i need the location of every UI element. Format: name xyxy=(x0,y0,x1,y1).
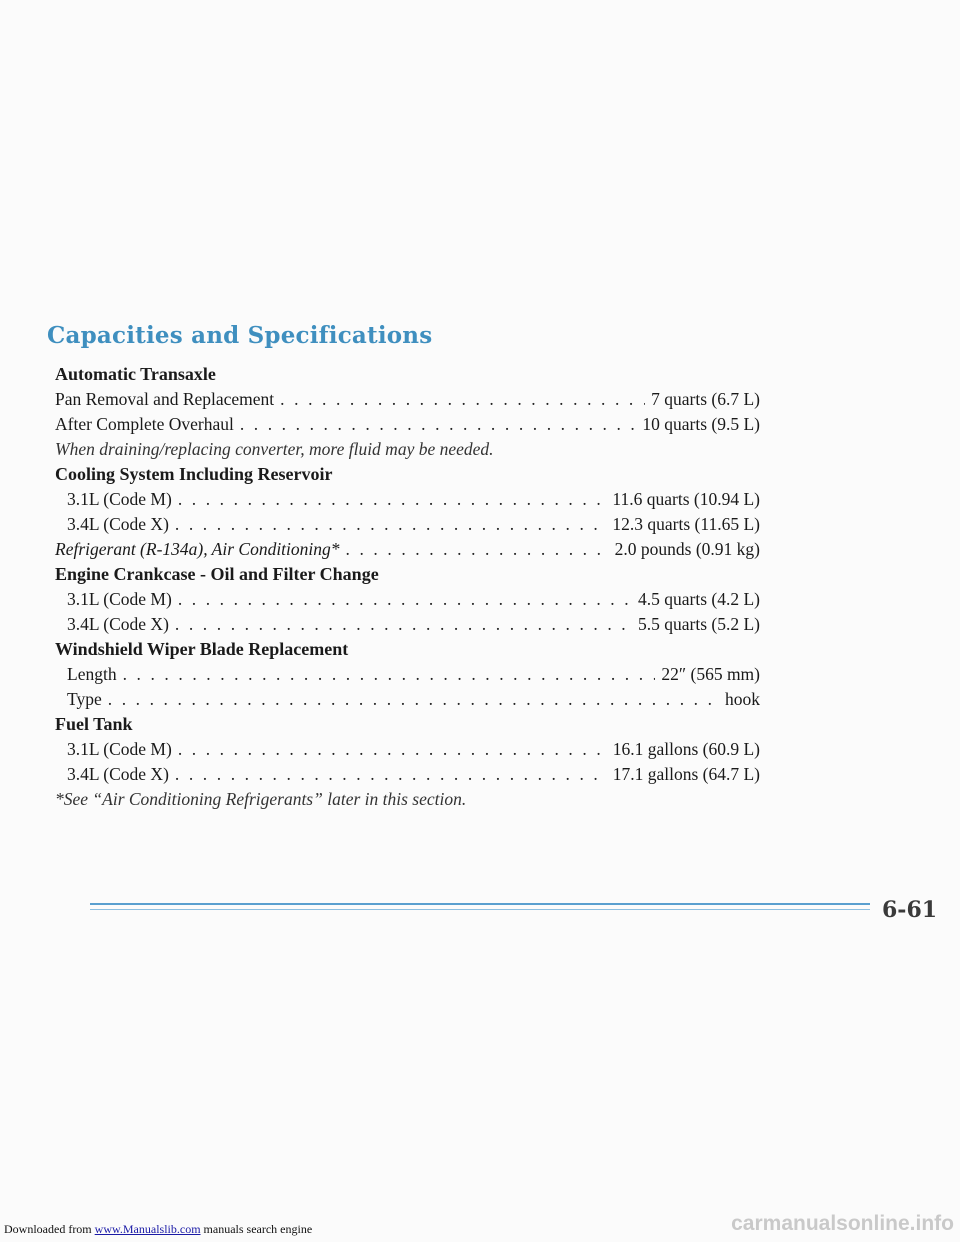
leader-dots xyxy=(240,412,637,437)
page-number: 6-61 xyxy=(882,897,938,923)
leader-dots xyxy=(178,487,607,512)
leader-dots xyxy=(175,612,632,637)
spec-label: After Complete Overhaul xyxy=(55,414,234,434)
leader-dots xyxy=(108,687,719,712)
spec-label: 3.1L (Code M) xyxy=(67,589,172,609)
specifications-list xyxy=(55,362,760,812)
spec-label: 3.1L (Code M) xyxy=(67,489,172,509)
spec-label: 3.4L (Code X) xyxy=(67,514,169,534)
spec-value: 2.0 pounds (0.91 kg) xyxy=(614,539,760,559)
spec-row-fuel-3-4l xyxy=(55,762,760,787)
spec-label: Pan Removal and Replacement xyxy=(55,389,275,409)
spec-value: 16.1 gallons (60.9 L) xyxy=(612,739,760,759)
spec-value: 17.1 gallons (64.7 L) xyxy=(612,764,760,784)
spec-label: Type xyxy=(67,689,102,709)
leader-dots xyxy=(175,512,607,537)
spec-row-wiper-length xyxy=(55,662,760,687)
spec-row-crankcase-3-4l xyxy=(55,612,760,637)
footer-rule xyxy=(90,903,870,915)
spec-value: 10 quarts (9.5 L) xyxy=(642,414,760,434)
download-banner xyxy=(4,1222,312,1237)
converter-note: When draining/replacing converter, more fluid may be needed. xyxy=(55,439,494,459)
section-heading-fuel-tank: Fuel Tank xyxy=(55,714,133,734)
leader-dots xyxy=(178,587,632,612)
manualslib-link[interactable]: www.Manualslib.com xyxy=(94,1222,201,1236)
leader-dots xyxy=(123,662,656,687)
banner-prefix: Downloaded from xyxy=(4,1222,92,1236)
section-heading-wiper-blade: Windshield Wiper Blade Replacement xyxy=(55,639,349,659)
section-heading-engine-crankcase: Engine Crankcase - Oil and Filter Change xyxy=(55,564,379,584)
spec-label: 3.4L (Code X) xyxy=(67,614,169,634)
spec-row-crankcase-3-1l xyxy=(55,587,760,612)
spec-value: 12.3 quarts (11.65 L) xyxy=(612,514,760,534)
leader-dots xyxy=(175,762,607,787)
spec-value: 4.5 quarts (4.2 L) xyxy=(638,589,760,609)
banner-suffix: manuals search engine xyxy=(203,1222,313,1236)
spec-value: hook xyxy=(725,689,760,709)
spec-row-refrigerant xyxy=(55,537,760,562)
spec-value: 7 quarts (6.7 L) xyxy=(651,389,760,409)
section-heading-cooling-system: Cooling System Including Reservoir xyxy=(55,464,333,484)
spec-row-cooling-3-4l xyxy=(55,512,760,537)
spec-label: 3.4L (Code X) xyxy=(67,764,169,784)
footer-rule-line-thin xyxy=(90,909,870,910)
section-heading-automatic-transaxle: Automatic Transaxle xyxy=(55,364,216,384)
leader-dots xyxy=(178,737,607,762)
page-title: Capacities and Specifications xyxy=(47,322,433,349)
spec-value: 5.5 quarts (5.2 L) xyxy=(638,614,760,634)
spec-label: Length xyxy=(67,664,117,684)
leader-dots xyxy=(280,387,645,412)
spec-row-wiper-type xyxy=(55,687,760,712)
spec-label: 3.1L (Code M) xyxy=(67,739,172,759)
spec-label: Refrigerant (R-134a), Air Conditioning* xyxy=(55,539,340,559)
spec-row-fuel-3-1l xyxy=(55,737,760,762)
leader-dots xyxy=(346,537,609,562)
spec-row-after-overhaul xyxy=(55,412,760,437)
spec-value: 11.6 quarts (10.94 L) xyxy=(612,489,760,509)
footer-rule-line xyxy=(90,903,870,905)
spec-row-pan-removal xyxy=(55,387,760,412)
spec-value: 22″ (565 mm) xyxy=(661,664,760,684)
spec-row-cooling-3-1l xyxy=(55,487,760,512)
site-watermark: carmanualsonline.info xyxy=(731,1212,954,1235)
refrigerant-footnote: *See “Air Conditioning Refrigerants” later in this section. xyxy=(55,789,467,809)
